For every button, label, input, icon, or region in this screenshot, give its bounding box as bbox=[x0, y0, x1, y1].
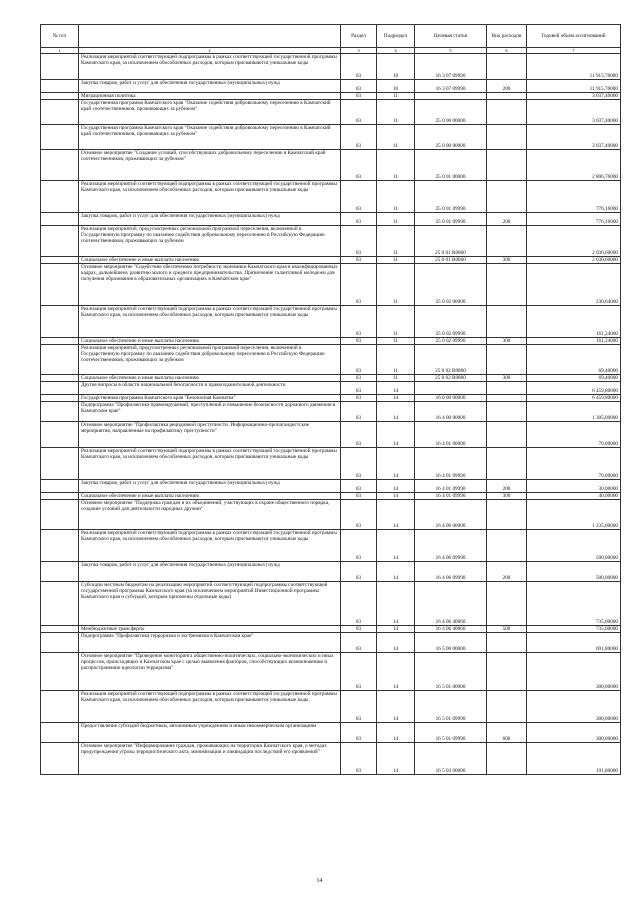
row-expense-type-cell bbox=[487, 150, 527, 181]
column-number: 1 bbox=[41, 48, 79, 54]
row-razdel-cell: 03 bbox=[341, 493, 377, 500]
row-podrazdel-cell: 14 bbox=[377, 582, 415, 626]
row-amount-cell: 161,24000 bbox=[527, 306, 621, 338]
row-podrazdel-cell: 14 bbox=[377, 500, 415, 530]
row-podrazdel-cell: 11 bbox=[377, 264, 415, 306]
row-amount-cell: 2 030,60000 bbox=[527, 257, 621, 264]
row-target-article-cell: 16 4 01 09990 bbox=[415, 480, 487, 493]
row-amount-cell: 3 037,40000 bbox=[527, 93, 621, 100]
row-target-article-cell: 16 4 06 40060 bbox=[415, 626, 487, 633]
column-number: 4 bbox=[377, 48, 415, 54]
table-row bbox=[41, 80, 621, 93]
row-index-cell bbox=[41, 345, 79, 375]
row-expense-type-cell bbox=[487, 448, 527, 480]
row-razdel-cell: 03 bbox=[341, 264, 377, 306]
row-target-article-cell: 16 4 06 40060 bbox=[415, 582, 487, 626]
table-row bbox=[41, 226, 621, 257]
row-expense-type-cell: 300 bbox=[487, 338, 527, 345]
row-expense-type-cell: 200 bbox=[487, 80, 527, 93]
row-podrazdel-cell: 14 bbox=[377, 493, 415, 500]
row-razdel-cell: 03 bbox=[341, 691, 377, 723]
row-amount-cell: 6 459,80000 bbox=[527, 395, 621, 402]
row-expense-type-cell bbox=[487, 264, 527, 306]
row-index-cell bbox=[41, 264, 79, 306]
row-index-cell bbox=[41, 150, 79, 181]
table-row bbox=[41, 500, 621, 530]
row-podrazdel-cell: 14 bbox=[377, 530, 415, 562]
row-amount-cell: 776,16000 bbox=[527, 213, 621, 226]
table-row bbox=[41, 626, 621, 633]
row-amount-cell: 191,80000 bbox=[527, 743, 621, 775]
row-podrazdel-cell: 14 bbox=[377, 395, 415, 402]
row-expense-type-cell: 200 bbox=[487, 562, 527, 582]
row-amount-cell: 161,24000 bbox=[527, 338, 621, 345]
row-podrazdel-cell: 14 bbox=[377, 402, 415, 422]
row-name-cell: Основное мероприятие "Проведение мониторинга общественно-политических, социально-экономических и иных процессов, происходящих в Камчатском крае с целью выявления факторов, способствующих возникновению и распространению идеологии терроризма" bbox=[79, 653, 341, 691]
row-podrazdel-cell: 11 bbox=[377, 375, 415, 382]
row-podrazdel-cell: 14 bbox=[377, 653, 415, 691]
row-razdel-cell: 03 bbox=[341, 375, 377, 382]
budget-allocation-table bbox=[40, 24, 621, 775]
row-razdel-cell: 03 bbox=[341, 395, 377, 402]
row-podrazdel-cell: 14 bbox=[377, 633, 415, 653]
row-razdel-cell: 03 bbox=[341, 181, 377, 213]
row-index-cell bbox=[41, 500, 79, 530]
budget-table-sheet bbox=[40, 24, 620, 775]
row-amount-cell: 776,16000 bbox=[527, 181, 621, 213]
row-name-cell: Основное мероприятие "Профилактика рецидивной преступности. Информационно-пропагандистские мероприятия, направленные на профилактику преступности" bbox=[79, 422, 341, 448]
row-expense-type-cell bbox=[487, 226, 527, 257]
row-razdel-cell: 03 bbox=[341, 723, 377, 743]
row-razdel-cell: 03 bbox=[341, 448, 377, 480]
row-expense-type-cell: 300 bbox=[487, 375, 527, 382]
row-index-cell bbox=[41, 257, 79, 264]
row-index-cell bbox=[41, 213, 79, 226]
row-expense-type-cell bbox=[487, 402, 527, 422]
row-index-cell bbox=[41, 395, 79, 402]
row-amount-cell: 230,64000 bbox=[527, 264, 621, 306]
row-index-cell bbox=[41, 338, 79, 345]
row-razdel-cell: 03 bbox=[341, 93, 377, 100]
row-target-article-cell: 25 0 02 09990 bbox=[415, 338, 487, 345]
row-index-cell bbox=[41, 93, 79, 100]
table-row bbox=[41, 530, 621, 562]
row-podrazdel-cell: 11 bbox=[377, 150, 415, 181]
row-index-cell bbox=[41, 402, 79, 422]
row-index-cell bbox=[41, 382, 79, 395]
row-index-cell bbox=[41, 100, 79, 125]
row-name-cell: Другие вопросы в области национальной безопасности и правоохранительной деятельности bbox=[79, 382, 341, 395]
row-target-article-cell: 25 0 01 00000 bbox=[415, 150, 487, 181]
row-podrazdel-cell: 14 bbox=[377, 448, 415, 480]
row-amount-cell: 69,40000 bbox=[527, 375, 621, 382]
row-target-article-cell: 16 5 01 00000 bbox=[415, 653, 487, 691]
row-expense-type-cell bbox=[487, 306, 527, 338]
row-target-article-cell: 25 0 02 09990 bbox=[415, 306, 487, 338]
table-body bbox=[41, 54, 621, 775]
row-razdel-cell: 03 bbox=[341, 150, 377, 181]
row-podrazdel-cell: 14 bbox=[377, 723, 415, 743]
row-expense-type-cell: 200 bbox=[487, 213, 527, 226]
row-expense-type-cell bbox=[487, 653, 527, 691]
row-target-article-cell bbox=[415, 93, 487, 100]
row-name-cell: Закупка товаров, работ и услуг для обеспечения государственных (муниципальных) нужд bbox=[79, 562, 341, 582]
table-row bbox=[41, 345, 621, 375]
row-index-cell bbox=[41, 375, 79, 382]
row-amount-cell: 11 915,70000 bbox=[527, 54, 621, 80]
row-name-cell: Миграционная политика bbox=[79, 93, 341, 100]
row-razdel-cell: 03 bbox=[341, 382, 377, 395]
row-razdel-cell: 03 bbox=[341, 226, 377, 257]
row-name-cell: Государственная программа Камчатского края "Оказание содействия добровольному переселению в Камчатский край соотечественников, проживающих за рубежом" bbox=[79, 125, 341, 150]
table-row bbox=[41, 382, 621, 395]
header-annual-volume: Годовой объем ассигнований bbox=[527, 25, 621, 48]
row-target-article-cell: 16 4 01 00000 bbox=[415, 422, 487, 448]
row-target-article-cell: 16 4 01 09990 bbox=[415, 493, 487, 500]
row-razdel-cell: 03 bbox=[341, 306, 377, 338]
row-podrazdel-cell: 14 bbox=[377, 422, 415, 448]
row-amount-cell: 40,00000 bbox=[527, 493, 621, 500]
table-row bbox=[41, 633, 621, 653]
row-expense-type-cell bbox=[487, 395, 527, 402]
row-amount-cell: 300,00000 bbox=[527, 653, 621, 691]
table-row bbox=[41, 395, 621, 402]
row-target-article-cell: 16 4 00 00000 bbox=[415, 402, 487, 422]
row-name-cell: Государственная программа Камчатского края "Оказание содействия добровольному переселению в Камчатский край соотечественников, проживающих за рубежом" bbox=[79, 100, 341, 125]
row-razdel-cell: 03 bbox=[341, 125, 377, 150]
table-row bbox=[41, 422, 621, 448]
row-amount-cell: 11 915,70000 bbox=[527, 80, 621, 93]
row-index-cell bbox=[41, 626, 79, 633]
row-index-cell bbox=[41, 80, 79, 93]
row-index-cell bbox=[41, 306, 79, 338]
table-row bbox=[41, 125, 621, 150]
row-index-cell bbox=[41, 562, 79, 582]
row-target-article-cell: 16 4 01 09990 bbox=[415, 448, 487, 480]
row-amount-cell: 6 459,80000 bbox=[527, 382, 621, 395]
column-number: 2 bbox=[79, 48, 341, 54]
row-name-cell: Закупка товаров, работ и услуг для обеспечения государственных (муниципальных) нужд bbox=[79, 213, 341, 226]
table-row bbox=[41, 93, 621, 100]
row-razdel-cell: 03 bbox=[341, 480, 377, 493]
row-target-article-cell: 25 0 01 R0860 bbox=[415, 226, 487, 257]
row-amount-cell: 735,00000 bbox=[527, 626, 621, 633]
row-amount-cell: 1 235,00000 bbox=[527, 500, 621, 530]
row-name-cell: Субсидии местным бюджетам на реализацию мероприятий соответствующей подпрограммы соответствующей государственной программы Камчатского края (за исключением мероприятий Инвестиционной программы Камчатского края и субсидий, которым присвоены отдельные коды) bbox=[79, 582, 341, 626]
row-name-cell: Реализация мероприятий соответствующей подпрограммы в рамках соответствующей государственной программы Камчатского края, за исключением обособленных расходов, которым присваиваются уникальные коды bbox=[79, 54, 341, 80]
row-name-cell: Закупка товаров, работ и услуг для обеспечения государственных (муниципальных) нужд bbox=[79, 80, 341, 93]
row-index-cell bbox=[41, 54, 79, 80]
row-amount-cell: 3 037,40000 bbox=[527, 125, 621, 150]
table-row bbox=[41, 150, 621, 181]
row-index-cell bbox=[41, 582, 79, 626]
row-target-article-cell: 25 0 02 R0860 bbox=[415, 345, 487, 375]
row-name-cell: Социальное обеспечение и иные выплаты населению bbox=[79, 338, 341, 345]
row-razdel-cell: 03 bbox=[341, 213, 377, 226]
table-row bbox=[41, 582, 621, 626]
row-razdel-cell: 03 bbox=[341, 530, 377, 562]
row-index-cell bbox=[41, 530, 79, 562]
row-expense-type-cell bbox=[487, 530, 527, 562]
row-amount-cell: 500,00000 bbox=[527, 562, 621, 582]
row-podrazdel-cell: 11 bbox=[377, 226, 415, 257]
row-podrazdel-cell: 10 bbox=[377, 54, 415, 80]
row-index-cell bbox=[41, 743, 79, 775]
header-podrazdel: Подраздел bbox=[377, 25, 415, 48]
row-razdel-cell: 03 bbox=[341, 653, 377, 691]
header-target-article: Целевая статья bbox=[415, 25, 487, 48]
table-row bbox=[41, 691, 621, 723]
row-name-cell: Закупка товаров, работ и услуг для обеспечения государственных (муниципальных) нужд bbox=[79, 480, 341, 493]
row-target-article-cell: 25 0 02 R0860 bbox=[415, 375, 487, 382]
row-target-article-cell: 16 5 03 00000 bbox=[415, 743, 487, 775]
row-amount-cell: 2 030,60000 bbox=[527, 226, 621, 257]
table-row bbox=[41, 181, 621, 213]
row-razdel-cell: 03 bbox=[341, 100, 377, 125]
row-podrazdel-cell: 10 bbox=[377, 80, 415, 93]
row-expense-type-cell: 500 bbox=[487, 626, 527, 633]
row-amount-cell: 735,00000 bbox=[527, 582, 621, 626]
row-podrazdel-cell: 14 bbox=[377, 626, 415, 633]
row-target-article-cell: 16 4 06 00000 bbox=[415, 500, 487, 530]
row-razdel-cell: 03 bbox=[341, 402, 377, 422]
table-header-row bbox=[41, 25, 621, 48]
row-target-article-cell: 16 4 06 09990 bbox=[415, 530, 487, 562]
row-name-cell: Основное мероприятие "Поддержка граждан и их объединений, участвующих в охране общественного порядка, создание условий для деятельности народных дружин" bbox=[79, 500, 341, 530]
row-target-article-cell: 16 3 07 09990 bbox=[415, 80, 487, 93]
row-name-cell: Государственная программа Камчатского края "Безопасная Камчатка" bbox=[79, 395, 341, 402]
row-podrazdel-cell: 11 bbox=[377, 93, 415, 100]
row-podrazdel-cell: 14 bbox=[377, 382, 415, 395]
row-name-cell: Основное мероприятие "Создание условий, способствующих добровольному переселению в Камчатский край соотечественников, проживающих за рубежом" bbox=[79, 150, 341, 181]
row-name-cell: Подпрограмма "Профилактика правонарушений, преступлений и повышение безопасности дорожного движения в Камчатском крае" bbox=[79, 402, 341, 422]
row-razdel-cell: 03 bbox=[341, 422, 377, 448]
row-razdel-cell: 03 bbox=[341, 338, 377, 345]
row-target-article-cell: 25 0 00 00000 bbox=[415, 100, 487, 125]
row-expense-type-cell bbox=[487, 125, 527, 150]
row-expense-type-cell: 300 bbox=[487, 257, 527, 264]
table-row bbox=[41, 257, 621, 264]
table-row bbox=[41, 402, 621, 422]
row-razdel-cell: 03 bbox=[341, 80, 377, 93]
row-index-cell bbox=[41, 633, 79, 653]
row-name-cell: Межбюджетные трансферты bbox=[79, 626, 341, 633]
row-target-article-cell bbox=[415, 382, 487, 395]
header-number: № п/п bbox=[41, 25, 79, 48]
table-row bbox=[41, 306, 621, 338]
row-amount-cell: 3 037,40000 bbox=[527, 100, 621, 125]
row-target-article-cell: 25 0 00 00000 bbox=[415, 125, 487, 150]
row-name-cell: Социальное обеспечение и иные выплаты населению bbox=[79, 375, 341, 382]
table-row bbox=[41, 54, 621, 80]
row-name-cell: Основное мероприятие "Информирование граждан, проживающих на территории Камчатского края, о методах предупреждения угрозы террористического акта, минимизации и ликвидации последствий его проявлений" bbox=[79, 743, 341, 775]
row-name-cell: Реализация мероприятий, предусмотренных региональной программой переселения, включенной в Государственную программу по оказанию содействия добровольному переселению в Российскую Федерацию соотечественников, проживающих за рубежом bbox=[79, 345, 341, 375]
row-expense-type-cell bbox=[487, 743, 527, 775]
row-amount-cell: 1 305,00000 bbox=[527, 402, 621, 422]
row-expense-type-cell: 300 bbox=[487, 493, 527, 500]
row-expense-type-cell bbox=[487, 691, 527, 723]
row-amount-cell: 300,00000 bbox=[527, 723, 621, 743]
row-target-article-cell: 25 0 01 R0860 bbox=[415, 257, 487, 264]
row-amount-cell: 30,00000 bbox=[527, 480, 621, 493]
column-number: 6 bbox=[487, 48, 527, 54]
row-name-cell: Социальное обеспечение и иные выплаты населению bbox=[79, 493, 341, 500]
row-podrazdel-cell: 14 bbox=[377, 480, 415, 493]
row-razdel-cell: 03 bbox=[341, 562, 377, 582]
row-index-cell bbox=[41, 480, 79, 493]
table-row bbox=[41, 448, 621, 480]
row-name-cell: Подпрограмма "Профилактика терроризма и экстремизма в Камчатском крае" bbox=[79, 633, 341, 653]
page-number: 14 bbox=[316, 878, 323, 884]
row-amount-cell: 300,00000 bbox=[527, 691, 621, 723]
row-razdel-cell: 03 bbox=[341, 54, 377, 80]
table-row bbox=[41, 562, 621, 582]
row-expense-type-cell: 200 bbox=[487, 480, 527, 493]
row-index-cell bbox=[41, 181, 79, 213]
row-target-article-cell: 25 0 02 00000 bbox=[415, 264, 487, 306]
table-row bbox=[41, 743, 621, 775]
row-target-article-cell: 16 3 07 09990 bbox=[415, 54, 487, 80]
row-expense-type-cell bbox=[487, 500, 527, 530]
row-index-cell bbox=[41, 448, 79, 480]
row-target-article-cell: 16 5 00 00000 bbox=[415, 633, 487, 653]
row-razdel-cell: 03 bbox=[341, 257, 377, 264]
row-expense-type-cell bbox=[487, 93, 527, 100]
row-expense-type-cell: 600 bbox=[487, 723, 527, 743]
row-podrazdel-cell: 11 bbox=[377, 306, 415, 338]
row-amount-cell: 691,80000 bbox=[527, 633, 621, 653]
row-razdel-cell: 03 bbox=[341, 500, 377, 530]
table-row bbox=[41, 100, 621, 125]
row-expense-type-cell bbox=[487, 382, 527, 395]
table-row bbox=[41, 653, 621, 691]
row-expense-type-cell bbox=[487, 54, 527, 80]
column-number: 5 bbox=[415, 48, 487, 54]
row-podrazdel-cell: 11 bbox=[377, 338, 415, 345]
row-amount-cell: 69,40000 bbox=[527, 345, 621, 375]
row-name-cell: Реализация мероприятий, предусмотренных региональной программой переселения, включенной в Государственную программу по оказанию содействия добровольному переселению в Российскую Федерацию соотечественников, проживающих за рубежом bbox=[79, 226, 341, 257]
column-number: 3 bbox=[341, 48, 377, 54]
row-name-cell: Реализация мероприятий соответствующей подпрограммы в рамках соответствующей государственной программы Камчатского края, за исключением обособленных расходов, которым присваиваются уникальные коды bbox=[79, 306, 341, 338]
table-row bbox=[41, 264, 621, 306]
row-target-article-cell: 25 0 01 09990 bbox=[415, 181, 487, 213]
row-target-article-cell: 16 5 01 09990 bbox=[415, 723, 487, 743]
column-number: 7 bbox=[527, 48, 621, 54]
header-name bbox=[79, 25, 341, 48]
table-row bbox=[41, 493, 621, 500]
row-index-cell bbox=[41, 653, 79, 691]
row-expense-type-cell bbox=[487, 582, 527, 626]
row-amount-cell: 70,00000 bbox=[527, 448, 621, 480]
row-amount-cell: 2 806,76000 bbox=[527, 150, 621, 181]
row-expense-type-cell bbox=[487, 181, 527, 213]
row-podrazdel-cell: 11 bbox=[377, 213, 415, 226]
row-expense-type-cell bbox=[487, 633, 527, 653]
row-name-cell: Социальное обеспечение и иные выплаты населению bbox=[79, 257, 341, 264]
row-target-article-cell: 16 5 01 09990 bbox=[415, 691, 487, 723]
row-podrazdel-cell: 14 bbox=[377, 691, 415, 723]
row-name-cell: Реализация мероприятий соответствующей подпрограммы в рамках соответствующей государственной программы Камчатского края, за исключением обособленных расходов, которым присваиваются уникальные коды bbox=[79, 448, 341, 480]
row-target-article-cell: 25 0 01 09990 bbox=[415, 213, 487, 226]
row-index-cell bbox=[41, 493, 79, 500]
row-index-cell bbox=[41, 723, 79, 743]
row-expense-type-cell bbox=[487, 100, 527, 125]
row-target-article-cell: 16 4 06 09990 bbox=[415, 562, 487, 582]
row-podrazdel-cell: 11 bbox=[377, 345, 415, 375]
row-index-cell bbox=[41, 226, 79, 257]
row-podrazdel-cell: 11 bbox=[377, 125, 415, 150]
table-row bbox=[41, 375, 621, 382]
row-razdel-cell: 03 bbox=[341, 743, 377, 775]
row-name-cell: Предоставление субсидий бюджетным, автономным учреждениям и иным некоммерческим организациям bbox=[79, 723, 341, 743]
row-razdel-cell: 03 bbox=[341, 582, 377, 626]
row-amount-cell: 500,00000 bbox=[527, 530, 621, 562]
row-podrazdel-cell: 11 bbox=[377, 257, 415, 264]
row-name-cell: Реализация мероприятий соответствующей подпрограммы в рамках соответствующей государственной программы Камчатского края, за исключением обособленных расходов, которым присваиваются уникальные коды bbox=[79, 691, 341, 723]
row-amount-cell: 70,00000 bbox=[527, 422, 621, 448]
row-index-cell bbox=[41, 125, 79, 150]
row-expense-type-cell bbox=[487, 345, 527, 375]
header-expense-type: Вид расходов bbox=[487, 25, 527, 48]
row-razdel-cell: 03 bbox=[341, 345, 377, 375]
row-name-cell: Реализация мероприятий соответствующей подпрограммы в рамках соответствующей государственной программы Камчатского края, за исключением обособленных расходов, которым присваиваются уникальные коды bbox=[79, 530, 341, 562]
row-razdel-cell: 03 bbox=[341, 626, 377, 633]
table-row bbox=[41, 213, 621, 226]
row-expense-type-cell bbox=[487, 422, 527, 448]
row-podrazdel-cell: 11 bbox=[377, 181, 415, 213]
table-row bbox=[41, 338, 621, 345]
header-razdel: Раздел bbox=[341, 25, 377, 48]
row-podrazdel-cell: 11 bbox=[377, 100, 415, 125]
row-podrazdel-cell: 14 bbox=[377, 562, 415, 582]
table-row bbox=[41, 723, 621, 743]
row-index-cell bbox=[41, 422, 79, 448]
row-target-article-cell: 16 0 00 00000 bbox=[415, 395, 487, 402]
table-row bbox=[41, 480, 621, 493]
row-razdel-cell: 03 bbox=[341, 633, 377, 653]
row-index-cell bbox=[41, 691, 79, 723]
row-name-cell: Реализация мероприятий соответствующей подпрограммы в рамках соответствующей государственной программы Камчатского края, за исключением обособленных расходов, которым присваиваются уникальные коды bbox=[79, 181, 341, 213]
row-name-cell: Основное мероприятие "Содействие обеспечению потребности экономики Камчатского края в квалифицированных кадрах, дальнейшему развитию малого и среднего предпринимательства. Привлечение талантливой молодежи для получения образования в образовательных организациях в Камчатском крае" bbox=[79, 264, 341, 306]
row-podrazdel-cell: 14 bbox=[377, 743, 415, 775]
